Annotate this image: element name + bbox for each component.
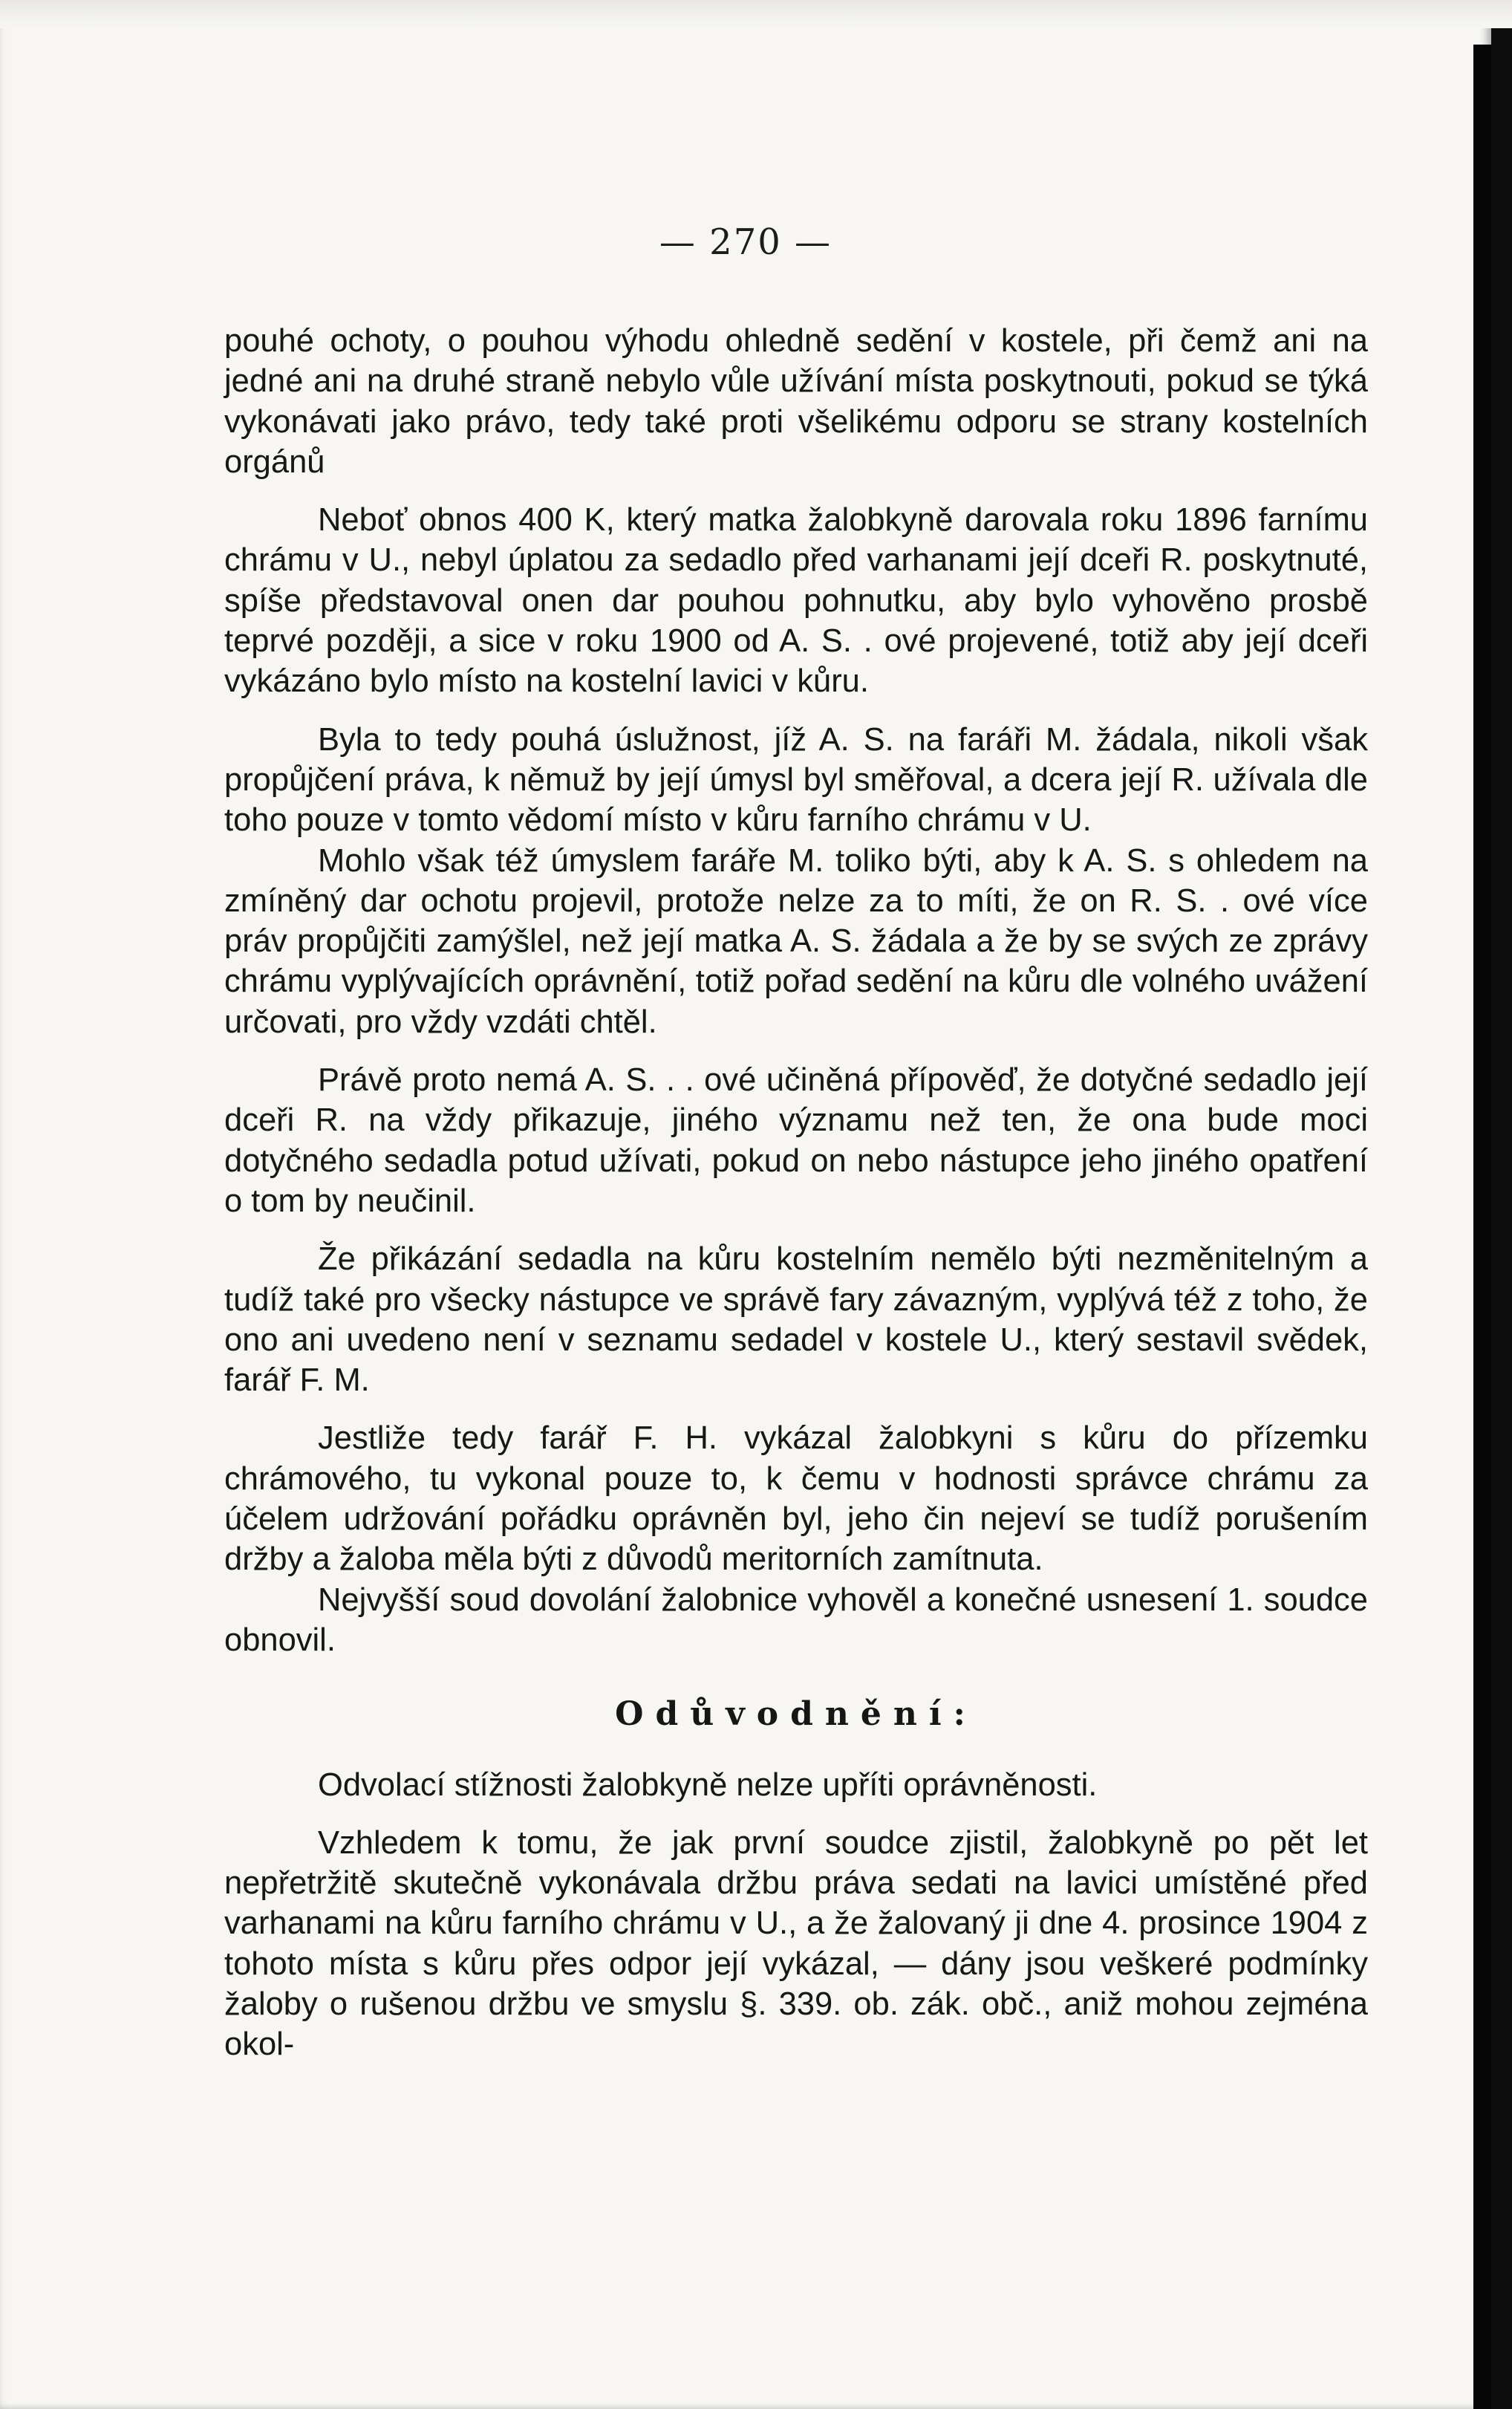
paragraph: Nejvyšší soud dovolání žalobnice vyhověl a konečné usnesení 1. soudce obnovil. — [224, 1581, 1368, 1658]
paragraph: Jestliže tedy farář F. H. vykázal žalobkyni s kůru do přízemku chrámového, tu vykonal pouze to, k čemu v hodnosti správce chrámu za účelem udržování pořádku oprávněn byl, jeho čin nejeví se tudíž porušením držby a žaloba měla býti z důvodů meritorních zamítnuta. — [224, 1420, 1368, 1578]
paragraph: Mohlo však též úmyslem faráře M. toliko býti, aby k A. S. s ohledem na zmíněný dar ochotu projevil, protože nelze za to míti, že on R. S. . ové více práv propůjčiti zamýšlel, než její matka A. S. žádala a že by se svých ze zprávy chrámu vyplývajících oprávnění, totiž pořad sedění na kůru dle volného uvážení určovati, pro vždy vzdáti chtěl. — [224, 842, 1368, 1040]
page-number: — 270 — — [659, 221, 832, 263]
paragraph: Neboť obnos 400 K, který matka žalobkyně darovala roku 1896 farnímu chrámu v U., nebyl úplatou za sedadlo před varhanami její dceři R. poskytnuté, spíše představoval onen dar pouhou pohnutku, aby bylo vyhověno prosbě teprvé později, a sice v roku 1900 od A. S. . ové projevené, totiž aby její dceři vykázáno bylo místo na kostelní lavici v kůru. — [224, 502, 1368, 700]
paragraph: Že přikázání sedadla na kůru kostelním nemělo býti nezměnitelným a tudíž také pro všecky nástupce ve správě fary závazným, vyplývá též z toho, že ono ani uvedeno není v seznamu sedadel v kostele U., který sestavil svědek, farář F. M. — [224, 1241, 1368, 1399]
paragraph: Byla to tedy pouhá úslužnost, jíž A. S. na faráři M. žádala, nikoli však propůjčení práva, k němuž by její úmysl byl směřoval, a dcera její R. užívala dle toho pouze v tomto vědomí místo v kůru farního chrámu v U. — [224, 721, 1368, 839]
paragraph: Právě proto nemá A. S. . . ové učiněná přípověď, že dotyčné sedadlo její dceři R. na vždy přikazuje, jiného významu než ten, že ona bude moci dotyčného sedadla potud užívati, pokud on nebo nástupce jeho jiného opatření o tom by neučinil. — [224, 1062, 1368, 1219]
paragraph: Vzhledem k tomu, že jak první soudce zjistil, žalobkyně po pět let nepřetržitě skutečně vykonávala držbu práva sedati na lavici umístěné před varhanami na kůru farního chrámu v U., a že žalovaný ji dne 4. prosince 1904 z tohoto místa s kůru přes odpor její vykázal, — dány jsou veškeré podmínky žaloby o rušenou držbu ve smyslu §. 339. ob. zák. obč., aniž mohou zejména okol- — [224, 1824, 1368, 2063]
page-body — [224, 321, 1368, 2065]
page-right-edge — [1473, 45, 1491, 2409]
page-top-strip — [0, 0, 1512, 28]
paragraph: pouhé ochoty, o pouhou výhodu ohledně sedění v kostele, při čemž ani na jedné ani na druhé straně nebylo vůle užívání místa poskytnouti, pokud se týká vykonávati jako právo, tedy také proti všelikému odporu se strany kostelních orgánů — [224, 323, 1368, 480]
paragraph: Odvolací stížnosti žalobkyně nelze upříti oprávněnosti. — [318, 1766, 1098, 1803]
section-heading: Odůvodnění: — [615, 1695, 977, 1734]
